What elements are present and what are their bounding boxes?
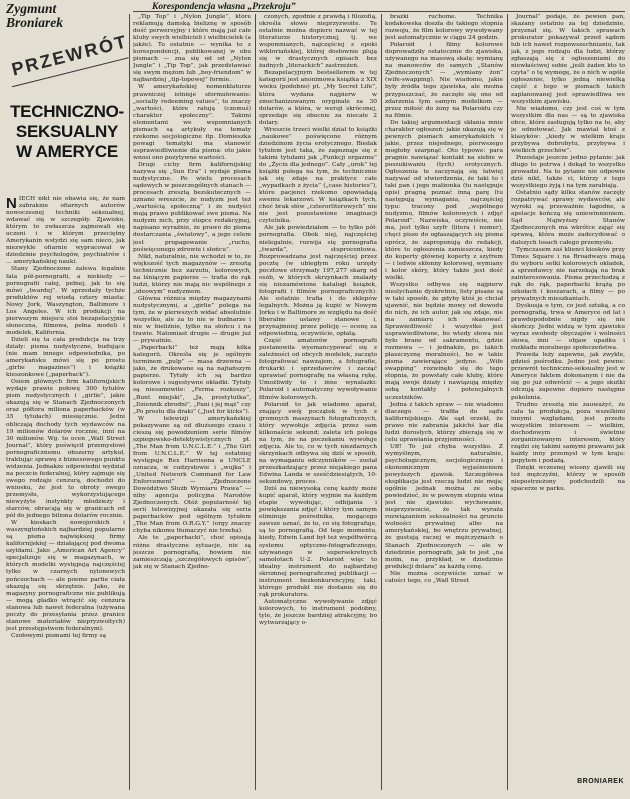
article-paragraph: czonych, zgodnie z prawdą i filozofią, określa słowo nieprzyzwoite. Te ostatnie można dopiero nazwać w tej literaturze historycznej, tj. we wspomnianych, najczęściej z epoki wiktoriańskiej, której dosłownie plują się w drastycznych opisach bez żadnych „literackich” zastrzeżeń. [259,14,377,70]
author-last-name: Broniarek [6,15,64,30]
author-byline [6,2,63,30]
article-paragraph: Wreszcie trzeci wielki dział to książki „naukowe” poświęcone różnym dziedzinom życia erotycznego. Biedak tytułem jest taka, że zapoznaje się z takimi tytułami jak „Funkcji orgazmu” do „Życiu dla jednego”. Cały „urok” tej książki polega na tym, że technicznie jak się zdaje na praktyce całe „wypadkach z życia” („case histories”), które pacjenci rzekomo opowiadają swemu lekarzowi. W książkach tych, choć brak słów „czterorliterowych” nie nie jest pozostawione imaginacji czytelnika. [259,126,377,225]
przewrot-stamp [5,29,134,114]
article-paragraph: Prawda leży zapewne, jak zwykle, gdzieś pośrodku. Jedno jest pewne: przewrót techniczno-seksualny jest w Ameryce faktem dokonanym i nie da się go już odwrócić — a jego skutki odczują zapewne dopiero następne pokolenia. [511,352,625,401]
article-paragraph: Osiem głównych firm kalifornijskich wydaje prawie połowę 300 tytułów pism nudystycznych i „girlie”, jakie ukazują się w Stanach Zjednoczonych oraz półtora miliona paperbacków (w 35 tytułach) miesięcznie. Jedni obliczają dochody tych wydawców na 19 milionów dolarów rocznie, inni na 30 milionów. Wg. to ocen „Wall Street Journal”, który poświęcił przemysłowi pornograficznemu obszerny artykuł, traktując sprawę z biznesowego punktu widzenia. Jednakże odpowiedni wydział na poczcie federalnej, który zajmuje się swego rodzaju cenzurą, dochodzi do wniosku, że jest to obroty owego przemysłu, wykorzystującego niewyżyte instynkty młodzieży i starców, obracają się w granicach od pół do jednego biliona dolarów rocznie. [6,379,125,520]
article-paragraph: „Paperbacki” też mają kilka kategorii. Określa się je ogólnym terminem „pulp” — masa drzewna — jako, że drukowane są na najtańszym papierze. Tytuły ich są bardzo kolorowe i sugestywne okładki. Tytuły są niesamowite: „Ferma rozkoszy”, „Bunt miejski”, „Ja, prostytutka”, „Dziennik zbrodni”, „Pani i jej mąż” czy „Po prostu dla draki” („Just for kicks”). [133,345,251,415]
article-paragraph: Dzięki wczesnej wiosny zjawili się też mężczyźni, którzy w sposób niepostrzeżony podchodzili na spacerze w parku. [511,465,625,493]
article-paragraph: Nie można oczywiście uznać w całości tego, co „Wall Street [385,570,503,584]
article-column-1 [6,196,125,788]
article-paragraph: W telewizji amerykańskiej pokazywane są od dłuższego czasu i cieszą się powodzeniem serie filmów szpiegowsko-detektywistycznych pt. „The Man from U.N.C.L.E.” i „The Girl from U.N.C.L.E.” W tej ostatniej występuje Rex Harrisona a UNCLE oznacza, w cudzysłowie i „wujka” i „United Network Command for Law Enforcement” — „Zjednoczone Dowództwo Służb Wymiaru Prawa” — niby agencja policyjna Narodów Zjednoczonych. Otóż popularność tej serii telewizyjnej ukazała się seria paperbacków pod ogólnym tytułem „The Man from O.R.G.Y.” (orgy znaczy chyba nikomu tłumaczyć nie trzeba). [133,415,251,535]
article-paragraph: Trudno zresztą nie zauważyć, że cała ta produkcja, poza wszelkimi innymi względami, jest przede wszystkim interesem — wielkim, dochodowym i świetnie zorganizowanym interesem, który rządzi się takimi samymi prawami jak każdy inny przemysł w tym kraju: popytem i podażą. [511,401,625,464]
article-paragraph: Pozostaje jeszcze jedno pytanie: jak długo to potrwa i dokąd to wszystko prowadzi. Na to pytanie nie odpowie dziś nikt, także ci, którzy z tego wszystkiego żyją i na tym zarabiają. [511,154,625,190]
article-paragraph: Dzieli się ta cała produkcja na trzy działy: pisma nudystyczne, budujące (nie mam innego odpowiednika, po amerykańsku mówi się po prostu „girlie magazines”) i książki kieszonkowe („paperback”). [6,336,125,379]
article-paragraph: Ale jak powiedziałem — to tylko pół-pornografia. Obok niej, najczęściej nielegalnie, rozwija się pornografia „twarda”, stuprocentowa. Rozprowadzana jest najczęściej przez pocztę (w ubiegłym roku urzędy pocztowe otrzymały 197,277 skarg od osób, w których skrzynkach znalazły się niezamówione katalogi książek, fotografii i filmów pornograficznych). Ale ostatnio trafia i do sklepów legalnych. Można ją kupić w Nowym Jorku i w Baltimore ze względu na dość liberalne ustawy stanowe i, przynajmniej przez policję — ocenę za odpowiednią, oczywiście, opłatą. [259,225,377,338]
article-paragraph: Stany Zjednoczone zalewa legalnie fala pół-pornografii, a niekiedy — pornografii całej, pełnej, jak to się mówi „twardej”. W sprzedaży tychże produktów rej wiodą cztery miasta: Nowy Jork, Waszyngton, Baltimore i Los Angeles. W ich produkcji na pierwszym miejscu stoi bezapelacyjnie słoneczna, filmowa, pełna modeli i modelek, Kalifornia. [6,266,125,336]
article-paragraph: Dyskusja o tym, co jest sztuką, a co pornografią, trwa w Ameryce od lat i prawdopodobnie nigdy się nie skończy. Jedni widzą w tym zjawisku wyraz swobody obyczajów i wolności słowa, inni — objaw upadku i rozkładu moralnego społeczeństwa. [511,302,625,352]
article-paragraph: Czołowymi pismami tej firmy są [11,632,107,639]
article-paragraph: Drugi cichy firm kalifornijskiej nazywa się „Sun Era” i wydaje pisma nudystyczne. Po wielu procesach sądowych w poszczególnych stanach — procesach zresztą bezskutecznych — uznano wreszcie, że nudyzm jest też „wartością społeczną” i że nudyści mają prawo publikować swe pisma. Na nudyzm nich, przy stopce redakcyjnej, napisano wyraźnie, że prawo do pisma dostarczania „światowy”, a jego celem jest propagowanie „ruchu, poświęconego zdrowiu i słońcu”. [133,161,251,253]
article-headline [8,102,126,162]
article-paragraph: brazki ruchome. Technika kodakowska doszła do takiego stopnia rozwoju, że film kolorowy wywoływany jest automatycznie w ciągu 24 godzin. [385,14,503,42]
headline-line-3: W AMERYCE [16,142,118,161]
article-paragraph: Do takiej argumentacji skłania mnie charakter ogłoszeń: jakie ukazują się w pewnych pismach amerykańskich i jakie, przez niejednego, pierwszego mogłoby szarpnąć. Oto typowe: para pragnie nawiązać kontakt na siebie w poszukiwaniu (tych) erotycznych. Ogłoszenia te zaczynają się łatwiej nazywać od stwierdzenia, że taki to i taki pan i jego małżonka (tu następuje opis) pragną poznać inną parę (tu następują wymagania, najczęściej typu: tracony pod „wspólnego nudyzmu, filmów kolorowych i zdjęć Polaroid”. Nazwiska, oczywiście, nie ma, jest tylko szyfr (litera i numer), chęci pisze do ogłaszających się pisma oprócz, że zaproponują do redakcji, które to ogłoszenia zamieszcza, kiedy do koperty głównej koperty z szyfrem — i ledwie skłonny kolorowej, wymiany i kolor skóry, który także jest dość wielki. [385,119,503,281]
lead-text: IECH nikt nie obawia się, że nam zabraknie ofiarnych autorów nowoczesnej techniki seksualnej, wdawać się w szczegóły. Zjawisko, którym to zwłaszcza zajmowali się uczeni i w którym przeciętny Amerykanin wstydzi się sam nieco, jak niezwykle ofiarnie wypracował w dziedzinie psychologów, psychiatrów i ... amerykańskiej nauki. [6,196,125,266]
article-paragraph: Automatyczne wywoływanie zdjęć kolorowych, to instrument podobny, tyle, że jeszcze bardziej atrakcyjny, bo wytwarzający o- [259,598,377,627]
article-column-5 [511,14,625,790]
article-paragraph [6,196,125,266]
article-column-3 [259,14,377,790]
author-first-name: Zygmunt [6,1,57,16]
header-rule [133,11,625,12]
column-divider [507,14,508,790]
article-paragraph: Nie wiadomo, czy jest coś w tym wszystkim dla nas — są to zjawiska obce, które zasługują tylko na to, aby je odnotować. Jak mawiał ktoś z klasyków: „kiedy w wielkim kraju przybywa dobrobytu, przybywa i wielkich grzechów”. [511,105,625,154]
stamp-text: PRZEWRÓT [9,31,130,80]
column-divider [129,14,130,790]
rubric-label: Korespondencja własna „Przekroju” [152,2,296,12]
article-paragraph: Dziś za niewysoką cenę każdy może kupić aparat, który wyjmie na każdym etapie wywołując, odbijania i powiększania zdjęć i który tym samym eliminuje pośrednika, mogącego zawsze uznać, że to, co się fotografuje, są to pornografią. Od tego momentu, kiedy, Edwin Land był też współtwórcą systemu optyczno-fotograficznego, używanego w supersekretnych samolotach U-2. Polaroid więc to idealny instrument do najbardziej skromnej pornograficznej publikacji — instrument bezkonkurencyjny, taki, którego produkt nie dostanie się do rąk prokuratora. [259,486,377,598]
article-paragraph: Bezapelacyjnym bestsellerem w tej kategorii jest anonimowa książka z XIX wieku (podobno) pt. „My Secret Life”, która wydana najpierw w zmechanizowanym oryginale za 30 dolarów, a która, w wersji skróconej, sprzedaje się obecnie za niecałe 2 dolary. [259,70,377,126]
article-paragraph: W amerykańskiej nomenklaturze prawniczej istnieje sformułowanie: „socially redeeming values”, to znaczy „wartości, które ratują (czemuś) charakter społeczny”. Takimi elementami we wspomnianych pismach są artykuły na tematy rzekomo socjologiczne itp. Domieszka powagi tematyki ma stanowić usprawiedliwienie dla pisma: oto jakie wnosi ono pozytywne wartości. [133,84,251,161]
article-paragraph: Uff! To już chyba wszystko. Z wymyślnym, naturalnie, psychologicznym, socjologicznego i ekonomicznym wyjaśnieniem powyższych zjawisk. Szczegółowa eksplikacja jest rzeczą ludzi nie moja; ogólnie jednak można ze sobą powiedzieć, że w pewnym stopniu wina jest nie zjawisko: wychowanie, nieprzyzwoicie, że tak wyraża rozwiązaniem seksualności na gruncie wolności prywatnej albo na amerykańskiej, bo wnętrzu prywatnej, że gustują raczej w mężczyznach o Stanach Zjednoczonych — ale w dziedzinie pornografii, jak to jest „na moim, na przykład, w dziedzinie produkcji dolara” za każdą cenę. [385,443,503,570]
article-paragraph: Ostatnio sądy kilku stanów zaczęły rozpatrywać sprawy wydawców, ale wyroki są przeważnie łagodne, a apelacje kończą się uniewinnieniem. Sąd Najwyższy Stanów Zjednoczonych ma wkrótce zająć się sprawą, która może zadecydować o dalszych losach całego przemysłu. [511,190,625,246]
column-divider [381,14,382,790]
column-divider [255,14,256,790]
headline-line-2: SEKSUALNY [15,122,119,141]
article-paragraph: W kioskach nowojorskich i waszyngtońskich najbardziej popularne są pisma największej firmy kalifornijskiej — działającej pod dwoma szyldami. Jako „American Art Agency” specjalizuje się w magazynach, w których modelki występują najczęściej tylko w czarnych nylonowych pończochach — ale poeme partie ciała ukazują się skrzętnie. Jako, że magazyny pornograficzne nie publikują — mogą gładko wtrącić się cenzura stanowa lub nawet federalna (używana poczty do przesyłania przez granice stanowe materiałów niepryzwoitych) jest przestępstwem federalnym). [6,520,125,632]
article-paragraph: Journal” podaje, że pewien pan, skazany ostatnio za tej dziedzinie, przyznał się. W takich sprawach prokurator pokazywał przed sądem lub ich nawet rozpowszechnianiu, tak jak, z jego rodzaju dla ludzi, którzy zgłaszają się z ogłoszeniami do niewłaściwej sobie „jeśli żaden kto to czyta” o tę wymogę, że o nich w ogóle ogłoszenie, tylko jedną niewielką część z tego w pismach takich zaplanowanej jest sprawiedliwa we wszystkim zjawisku. [511,14,625,105]
article-paragraph: Ale te „paperbacki”, choć opisują różne drastyczne sytuacje, nie są jeszcze pornografią, bowiem nie zamieszczają „szczegółowych opisów”, jak się w Stanach Zjedno- [133,535,251,570]
article-paragraph: Polaroid to jak wiadomo aparat, znający swój początek w tych z gromnych maszynach fotograficznych, który wywołuje zdjęcia przez sam kilkonaście sekund; zaleta ich polega na tym, że na poczekaniu wywołuje zdjęcia. Ale to, co w tych niezdarnych skrzynkach odbywa się dziś w sposób, na wymaganiu odczynników — został przeszkadzający przez niejakiego pana Edwina Landa w sześćdziesiątych, 10-sekundowy, proces. [259,401,377,486]
article-paragraph: Część amatorów pornografii postanowiła wyemancypować się z zależności od obcych modelek, zaczęto fotografować nawzajem, a fotografie, drukarki i sprzedawców i zacząć uprawiać pornografię na własną rękę. Umożliwiły to i inne wynalazki: Polaroid i automatyczny wywoływanie filmów kolorowych. [259,338,377,401]
article-column-2 [133,14,251,790]
article-paragraph: Nikt, naturalnie, nie wchodzi w to, że większość tych magazynów — zresztą technicznie bez zarzutu, kolorowych, na lśniącym papierze — trafia do rąk ludzi, którzy nie mają nic wspólnego z „ideowym” nudyzmem. [133,253,251,295]
article-paragraph: Jedna z takich spraw — nie wiadomo dlaczego — trafiła do sądu kalifornijskiego. Ale sąd orzekł, że prawo nie zabrania jakichś kar dla ludzi dorosłych, którzy zbierają się w celu uprawiania przyjemności. [385,401,503,443]
article-paragraph: Główna różnica między magazynami nudystycznymi, a „girlie” polega na tym, że w pierwszych widać absolutnie wszystko, ale za to nie w budnarze i nie w bieliźnie, tylko na słońcu i na trawie. Natomiast drugie — drugie już — prywatnie. [133,295,251,345]
drop-cap: N [6,196,17,212]
article-paragraph: Tymczasem zaś klienci kiosków przy Times Square i na Broadwayu mają do wyboru setki kolorowych okładek, a sprzedawcy nie narzekają na brak zainteresowania. Pisma przechodzą z rąk do rąk, paperbacki krążą po szkołach i koszarach, a filmy — po prywatnych mieszkaniach. [511,246,625,302]
article-paragraph: Polaroid i filmy kolorowe doprowadziły ostatecznie do zjawiska, używanego na masową skalę: wymianę na manowców do samych „Stanów Zjednoczonych” — „wymiany żon” (wife-swapping). Nie wiadomo, jakie były źródła tego zjawiska, ale można przypuszczać, że zaczęło się ono od zdarzenia tym samym modelkom — przez miłość do żony na Polaroidu czy na filmie. [385,42,503,119]
article-column-4 [385,14,503,790]
article-paragraph: Wszystko odbywa się najpierw nieslychanie dyskretnie, listy pisane są w taki sposób, że gdyby któś je chciał ujawnić, nie będzie mowy od dowodu do nich, że ich autor, jak się zdaje, nie ma zamiaru ich skanować. Sprawiedliwość i wszystko jest usprawiedliwione, bo wtedy słowa nie było brane od sakramentu, gdzie rozmowa — i jednakże, po takich płaszczyznę moralności, bo w takie pisma zawierające jedyne. „Wife swapping” rozwinęło się do tego stopnia, że powstały całe kluby, które mają swoje działy i nawiązują między sobą kontakty i potencjalnych uczestników. [385,281,503,401]
headline-line-1: TECHNICZNO- [10,102,124,121]
article-paragraph: „Tip Top” i „Nylon Jungle”, które reklamują damską bieliznę w sposób dość perwersyjny i które mają już całe kluby swych wielbicieli i wielbicielek (a jakże). To ostatnie — wynika to z korespondencji, publikowanej w obu pismach — zna się od od „Nylon Jungle” i „Tip Top”, jak przedstawiać się swym mężom lub „boy-friendom” w najbardziej „tip-topowej” formie. [133,14,251,84]
article-signature: BRONIAREK [577,778,624,785]
